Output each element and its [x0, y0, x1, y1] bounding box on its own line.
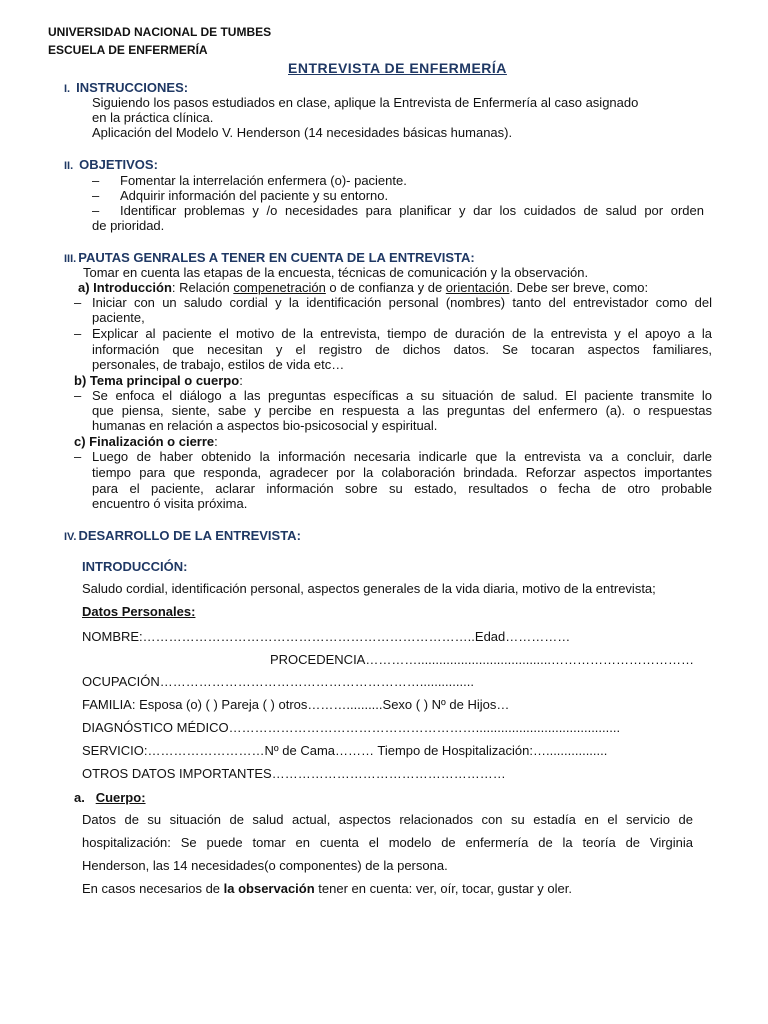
body-item-1: Se enfoca el diálogo a las preguntas específicas a su situación de salud. El paciente transmite lo: [92, 388, 712, 403]
intro-item-2-cont-2: personales, de trabajo, estilos de vida etc…: [92, 357, 345, 372]
body-stage-line: [74, 373, 243, 388]
introduction-heading: INTRODUCCIÓN:: [82, 559, 188, 574]
field-service: SERVICIO:………………………Nº de Cama……… Tiempo de Hospitalización:….................: [82, 743, 608, 758]
observation-line: [82, 881, 572, 896]
section-3-title: PAUTAS GENRALES A TENER EN CUENTA DE LA ENTREVISTA:: [78, 250, 475, 265]
objective-3: Identificar problemas y /o necesidades para planificar y dar los cuidados de salud por orden: [120, 203, 704, 218]
field-origin: PROCEDENCIA………….....................................……………………………: [270, 652, 694, 667]
intro-item-2-cont-1: información que necesitan y el registro de dichos datos. Se tocaran aspectos familiares,: [92, 342, 712, 357]
body-section-line: [74, 790, 146, 805]
instructions-line-2: en la práctica clínica.: [92, 110, 214, 125]
section-2-title: OBJETIVOS:: [79, 157, 158, 172]
section-4-number: IV.: [64, 531, 77, 543]
intro-stage-line: [78, 280, 648, 295]
university-name: UNIVERSIDAD NACIONAL DE TUMBES: [48, 25, 272, 39]
intro-stage-text-1: : Relación: [171, 280, 234, 295]
intro-item-2: Explicar al paciente el motivo de la entrevista, tiempo de duración de la entrevista y el apoyo a la: [92, 326, 712, 341]
observation-text-2: tener en cuenta: ver, oír, tocar, gustar y oler.: [314, 881, 572, 896]
field-diagnosis: DIAGNÓSTICO MÉDICO…………………………………………………........................................: [82, 720, 621, 735]
field-family: FAMILIA: Esposa (o) ( ) Pareja ( ) otros………..........Sexo ( ) Nº de Hijos…: [82, 697, 510, 712]
body-dash-1: –: [74, 388, 82, 403]
instructions-line-3: Aplicación del Modelo V. Henderson (14 necesidades básicas humanas).: [92, 125, 513, 140]
closing-stage-label: c) Finalización o cierre: [74, 434, 215, 449]
section-3-number: III.: [64, 253, 77, 265]
closing-dash-1: –: [74, 449, 82, 464]
closing-item-1-cont-2: para el paciente, aclarar información sobre su estado, resultados o fecha de otro probable: [92, 481, 712, 496]
observation-bold: la observación: [223, 881, 315, 896]
body-section-label: a.: [74, 790, 85, 805]
intro-stage-label: a) Introducción: [78, 280, 172, 295]
closing-stage-line: [74, 434, 218, 449]
introduction-text: Saludo cordial, identificación personal, aspectos generales de la vida diaria, motivo de la entrevista;: [82, 581, 656, 596]
body-text-3: Henderson, las 14 necesidades(o componentes) de la persona.: [82, 858, 448, 873]
field-occupation: OCUPACIÓN……………………………………………………...............: [82, 674, 474, 689]
objective-dash-1: –: [92, 173, 100, 188]
objective-2: Adquirir información del paciente y su entorno.: [120, 188, 389, 203]
field-other: OTROS DATOS IMPORTANTES………………………………………………: [82, 766, 506, 781]
intro-stage-text-3: . Debe ser breve, como:: [509, 280, 649, 295]
intro-item-1: Iniciar con un saludo cordial y la identificación personal (nombres) tanto del entrevistador como del: [92, 295, 712, 310]
section-1-title: INSTRUCCIONES:: [76, 80, 189, 95]
section-2-number: II.: [64, 160, 74, 172]
section-1-heading: [64, 80, 188, 95]
body-section-heading: Cuerpo:: [95, 790, 146, 805]
body-text-2: hospitalización: Se puede tomar en cuenta el modelo de enfermería de la teoría de Virginia: [82, 835, 693, 850]
objective-1: Fomentar la interrelación enfermera (o)- paciente.: [120, 173, 407, 188]
body-stage-label: b) Tema principal o cuerpo: [74, 373, 240, 388]
intro-dash-1: –: [74, 295, 82, 310]
body-stage-colon: :: [239, 373, 243, 388]
section-2-heading: [64, 157, 158, 172]
instructions-line-1: Siguiendo los pasos estudiados en clase, aplique la Entrevista de Enfermería al caso asignado: [92, 95, 639, 110]
guidelines-intro: Tomar en cuenta las etapas de la encuesta, técnicas de comunicación y la observación.: [83, 265, 589, 280]
closing-item-1: Luego de haber obtenido la información necesaria indicarle que la entrevista va a concluir, darle: [92, 449, 712, 464]
closing-item-1-cont-3: encuentro ó visita próxima.: [92, 496, 248, 511]
closing-item-1-cont-1: tiempo para que responda, agradecer por la colaboración brindada. Reforzar aspectos importantes: [92, 465, 712, 480]
intro-stage-underlined-2: orientación: [445, 280, 510, 295]
closing-stage-colon: :: [214, 434, 218, 449]
section-4-title: DESARROLLO DE LA ENTREVISTA:: [78, 528, 301, 543]
body-item-1-cont-1: que piensa, siente, sabe y percibe en respuesta a las preguntas del enfermero (a). o respuestas: [92, 403, 712, 418]
section-3-heading: [64, 250, 475, 265]
field-name: NOMBRE:…………………………………………………………………..Edad……………: [82, 629, 571, 644]
objective-dash-3: –: [92, 203, 100, 218]
section-1-number: I.: [64, 83, 71, 95]
intro-item-1-cont: paciente,: [92, 310, 145, 325]
objective-3-cont: de prioridad.: [92, 218, 165, 233]
section-4-heading: [64, 528, 301, 543]
body-text-1: Datos de su situación de salud actual, aspectos relacionados con su estadía en el servicio de: [82, 812, 693, 827]
observation-text-1: En casos necesarios de: [82, 881, 224, 896]
intro-dash-2: –: [74, 326, 82, 341]
document-title: ENTREVISTA DE ENFERMERÍA: [288, 60, 507, 76]
intro-stage-text-2: o de confianza y de: [325, 280, 446, 295]
personal-data-heading: Datos Personales:: [82, 604, 196, 619]
intro-stage-underlined-1: compenetración: [233, 280, 326, 295]
school-name: ESCUELA DE ENFERMERÍA: [48, 43, 208, 57]
body-item-1-cont-2: humanas en relación a aspectos bio-psicosocial y espiritual.: [92, 418, 438, 433]
objective-dash-2: –: [92, 188, 100, 203]
